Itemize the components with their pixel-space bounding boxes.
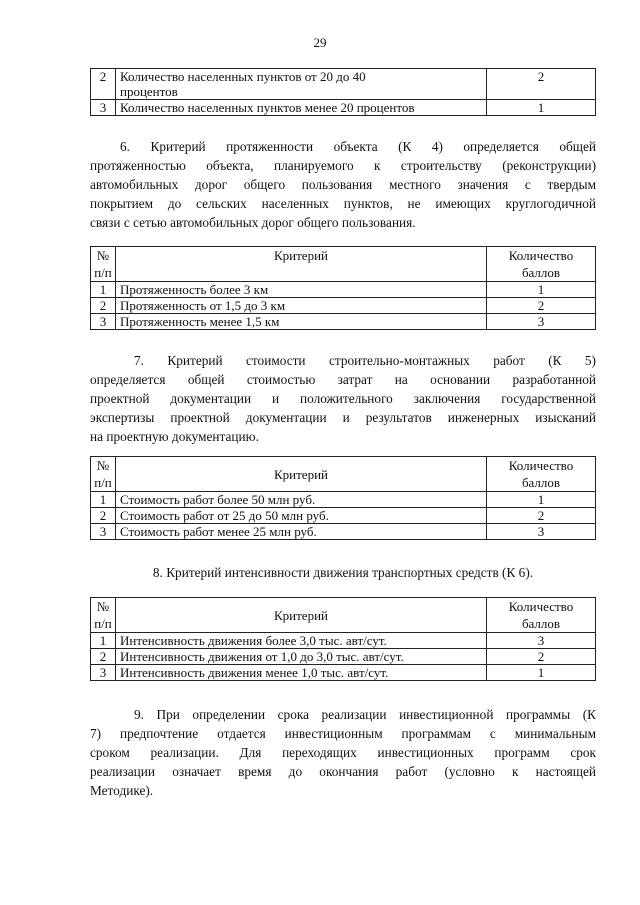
table-row xyxy=(91,665,596,681)
row-score: 2 xyxy=(487,508,596,524)
row-score: 3 xyxy=(487,314,596,330)
header-criterion: Критерий xyxy=(116,457,487,492)
row-number: 2 xyxy=(91,298,116,314)
paragraph-9 xyxy=(90,705,596,800)
paragraph-line: 7. Критерий стоимости строительно-монтажных работ (К 5) xyxy=(134,353,596,368)
table-row xyxy=(91,298,596,314)
row-criterion: Протяженность менее 1,5 км xyxy=(116,314,487,330)
header-score: Количество баллов xyxy=(487,598,596,633)
table-row xyxy=(91,100,596,116)
paragraph-line: реализации означает время до окончания работ (условно к настоящей xyxy=(90,764,596,779)
table-header-row xyxy=(91,247,596,282)
row-criterion: Интенсивность движения от 1,0 до 3,0 тыс. авт/сут. xyxy=(116,649,487,665)
table-header-row xyxy=(91,457,596,492)
page-number: 29 xyxy=(313,35,327,50)
paragraph-line: 9. При определении срока реализации инвестиционной программы (К xyxy=(134,707,596,722)
paragraph-line: проектной документации и положительного заключения государственной xyxy=(90,391,596,406)
row-criterion: Интенсивность движения менее 1,0 тыс. авт/сут. xyxy=(116,665,487,681)
row-criterion: Стоимость работ менее 25 млн руб. xyxy=(116,524,487,540)
table-row xyxy=(91,69,596,100)
row-score: 3 xyxy=(487,524,596,540)
row-number: 2 xyxy=(91,508,116,524)
row-score: 2 xyxy=(487,69,596,100)
header-number: № п/п xyxy=(91,457,116,492)
row-score: 2 xyxy=(487,298,596,314)
row-score: 3 xyxy=(487,633,596,649)
table-row xyxy=(91,633,596,649)
row-number: 1 xyxy=(91,282,116,298)
row-criterion: Стоимость работ от 25 до 50 млн руб. xyxy=(116,508,487,524)
row-score: 1 xyxy=(487,492,596,508)
criteria-table-continuation xyxy=(90,68,596,116)
table-row xyxy=(91,524,596,540)
header-score: Количество баллов xyxy=(487,457,596,492)
paragraph-line: связи с сетью автомобильных дорог общего пользования. xyxy=(90,215,416,230)
row-criterion: Количество населенных пунктов от 20 до 40 процентов xyxy=(116,69,487,100)
paragraph-line: на проектную документацию. xyxy=(90,429,259,444)
header-criterion: Критерий xyxy=(116,598,487,633)
paragraph-7 xyxy=(90,351,596,446)
paragraph-line: 7) предпочтение отдается инвестиционным программам с минимальным xyxy=(90,726,596,741)
row-number: 3 xyxy=(91,100,116,116)
row-number: 1 xyxy=(91,633,116,649)
table-header-row xyxy=(91,598,596,633)
table-row xyxy=(91,282,596,298)
header-number: № п/п xyxy=(91,247,116,282)
table-row xyxy=(91,314,596,330)
paragraph-line: протяженностью объекта, планируемого к строительству (реконструкции) xyxy=(90,158,596,173)
paragraph-8: 8. Критерий интенсивности движения транспортных средств (К 6). xyxy=(152,565,534,580)
header-criterion: Критерий xyxy=(116,247,487,282)
criteria-table-k5 xyxy=(90,456,596,540)
row-score: 2 xyxy=(487,649,596,665)
row-score: 1 xyxy=(487,282,596,298)
paragraph-line: 6. Критерий протяженности объекта (К 4) определяется общей xyxy=(120,139,596,154)
paragraph-line: Методике). xyxy=(90,783,154,798)
criteria-table-k4 xyxy=(90,246,596,330)
paragraph-line: автомобильных дорог общего пользования местного значения с твердым xyxy=(90,177,596,192)
row-criterion: Стоимость работ более 50 млн руб. xyxy=(116,492,487,508)
row-number: 3 xyxy=(91,665,116,681)
table-row xyxy=(91,492,596,508)
paragraph-6 xyxy=(90,137,596,232)
row-number: 2 xyxy=(91,69,116,100)
row-criterion: Интенсивность движения более 3,0 тыс. авт/сут. xyxy=(116,633,487,649)
paragraph-line: покрытием до сельских населенных пунктов, не имеющих круглогодичной xyxy=(90,196,596,211)
row-score: 1 xyxy=(487,100,596,116)
criteria-table-k6 xyxy=(90,597,596,681)
row-number: 2 xyxy=(91,649,116,665)
paragraph-line: экспертизы проектной документации и результатов инженерных изысканий xyxy=(90,410,596,425)
table-row xyxy=(91,649,596,665)
header-number: № п/п xyxy=(91,598,116,633)
row-criterion: Протяженность от 1,5 до 3 км xyxy=(116,298,487,314)
row-criterion: Протяженность более 3 км xyxy=(116,282,487,298)
row-number: 3 xyxy=(91,524,116,540)
table-row xyxy=(91,508,596,524)
row-number: 1 xyxy=(91,492,116,508)
header-score: Количество баллов xyxy=(487,247,596,282)
paragraph-line: определяется общей стоимостью затрат на основании разработанной xyxy=(90,372,596,387)
paragraph-line: сроком реализации. Для переходящих инвестиционных программ срок xyxy=(90,745,596,760)
row-criterion: Количество населенных пунктов менее 20 процентов xyxy=(116,100,487,116)
row-score: 1 xyxy=(487,665,596,681)
row-number: 3 xyxy=(91,314,116,330)
